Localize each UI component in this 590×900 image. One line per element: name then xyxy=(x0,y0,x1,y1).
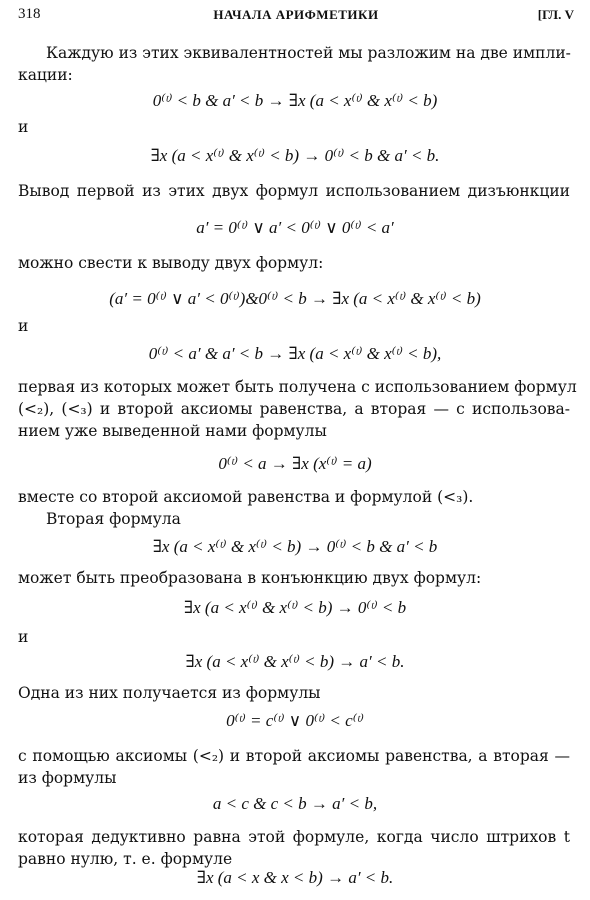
text-line: Одна из них получается из формулы xyxy=(18,684,321,702)
text-line: может быть преобразована в конъюнкцию двух формул: xyxy=(18,569,482,587)
text-line: Вывод первой из этих двух формул использованием дизъюнкции xyxy=(18,182,570,200)
text-line: первая из которых может быть получена с использованием формул xyxy=(18,378,577,396)
text-line: можно свести к выводу двух формул: xyxy=(18,254,324,272)
text-line: из формулы xyxy=(18,769,117,787)
text-line: и xyxy=(18,628,29,646)
text-line: Каждую из этих эквивалентностей мы разложим на две импли- xyxy=(46,44,571,62)
formula: ∃x (a < x⁽ᵗ⁾ & x⁽ᵗ⁾ < b) → 0⁽ᵗ⁾ < b & a′ < b xyxy=(152,537,438,556)
chapter-label: [ГЛ. V xyxy=(537,7,574,22)
text-line: кации: xyxy=(18,66,73,84)
text-line: которая дедуктивно равна этой формуле, когда число штрихов t xyxy=(18,828,570,846)
text-line: равно нулю, т. е. формуле xyxy=(18,850,233,868)
formula: ∃x (a < x & x < b) → a′ < b. xyxy=(196,868,394,887)
formula: ∃x (a < x⁽ᵗ⁾ & x⁽ᵗ⁾ < b) → 0⁽ᵗ⁾ < b & a′ < b. xyxy=(150,146,440,165)
formula: a′ = 0⁽ᵗ⁾ ∨ a′ < 0⁽ᵗ⁾ ∨ 0⁽ᵗ⁾ < a′ xyxy=(196,218,394,237)
page-number: 318 xyxy=(18,6,41,22)
text-line: и xyxy=(18,317,29,335)
running-title: НАЧАЛА АРИФМЕТИКИ xyxy=(213,7,379,22)
text-line: Вторая формула xyxy=(46,510,181,528)
formula: 0⁽ᵗ⁾ < a′ & a′ < b → ∃x (a < x⁽ᵗ⁾ & x⁽ᵗ⁾ < b), xyxy=(148,344,442,363)
running-header xyxy=(18,6,574,28)
text-line: и xyxy=(18,118,29,136)
formula: 0⁽ᵗ⁾ < a → ∃x (x⁽ᵗ⁾ = a) xyxy=(218,454,372,473)
formula: ∃x (a < x⁽ᵗ⁾ & x⁽ᵗ⁾ < b) → a′ < b. xyxy=(185,652,405,671)
text-line: с помощью аксиомы (<₂) и второй аксиомы равенства, а вторая — xyxy=(18,747,570,765)
formula: 0⁽ᵗ⁾ = c⁽ᵗ⁾ ∨ 0⁽ᵗ⁾ < c⁽ᵗ⁾ xyxy=(226,711,364,730)
formula: (a′ = 0⁽ᵗ⁾ ∨ a′ < 0⁽ᵗ⁾)&0⁽ᵗ⁾ < b → ∃x (a < x⁽ᵗ⁾ & x⁽ᵗ⁾ < b) xyxy=(109,289,481,308)
text-line: вместе со второй аксиомой равенства и формулой (<₃). xyxy=(18,488,474,506)
formula: ∃x (a < x⁽ᵗ⁾ & x⁽ᵗ⁾ < b) → 0⁽ᵗ⁾ < b xyxy=(183,598,407,617)
formula: a < c & c < b → a′ < b, xyxy=(212,794,378,813)
text-line: нием уже выведенной нами формулы xyxy=(18,422,327,440)
text-line: (<₂), (<₃) и второй аксиомы равенства, а вторая — с использова- xyxy=(18,400,570,418)
formula: 0⁽ᵗ⁾ < b & a′ < b → ∃x (a < x⁽ᵗ⁾ & x⁽ᵗ⁾ < b) xyxy=(152,91,438,110)
